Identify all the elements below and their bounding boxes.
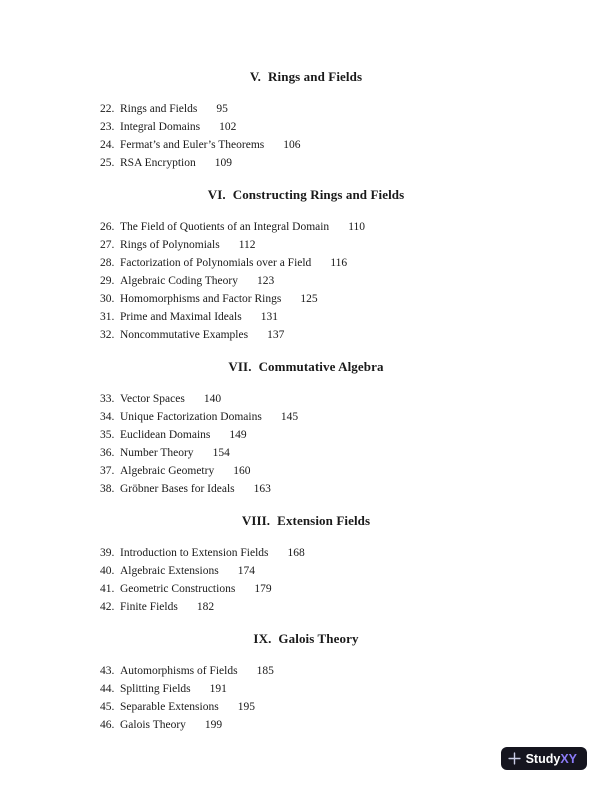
chapter-page-number: 110 — [348, 221, 366, 233]
chapter-number: 39. — [100, 547, 115, 559]
chapter-title: Rings and Fields — [120, 103, 198, 115]
toc-entry — [0, 218, 612, 236]
toc-entry — [0, 462, 612, 480]
chapter-page-number: 109 — [214, 157, 232, 169]
section-numeral: VII. — [228, 359, 252, 374]
section-title: Extension Fields — [277, 513, 371, 528]
section-heading — [0, 512, 612, 530]
chapter-title: Noncommutative Examples — [120, 329, 249, 341]
chapter-title: Algebraic Geometry — [120, 465, 215, 477]
section-title: Constructing Rings and Fields — [232, 187, 405, 202]
chapter-number: 36. — [100, 447, 115, 459]
section-numeral: IX. — [253, 631, 272, 646]
brand-text-primary: Study — [525, 751, 561, 766]
chapter-title: Rings of Polynomials — [120, 239, 220, 251]
chapter-title: Unique Factorization Domains — [120, 411, 262, 423]
toc-entry — [0, 698, 612, 716]
toc-entry — [0, 326, 612, 344]
chapter-title: Algebraic Coding Theory — [120, 275, 238, 287]
toc-entry — [0, 716, 612, 734]
brand-text — [526, 752, 577, 766]
chapter-page-number: 191 — [209, 683, 227, 695]
chapter-title: Automorphisms of Fields — [120, 665, 238, 677]
chapter-title: Factorization of Polynomials over a Field — [120, 257, 312, 269]
chapter-title: Gröbner Bases for Ideals — [120, 483, 235, 495]
chapter-title: Algebraic Extensions — [120, 565, 219, 577]
section-numeral: V. — [249, 69, 262, 84]
chapter-number: 35. — [100, 429, 115, 441]
chapter-title: Geometric Constructions — [120, 583, 236, 595]
chapter-page-number: 163 — [253, 483, 271, 495]
chapter-title: Introduction to Extension Fields — [120, 547, 269, 559]
chapter-title: Finite Fields — [120, 601, 178, 613]
section-heading — [0, 186, 612, 204]
toc-entry — [0, 680, 612, 698]
section-item-list — [0, 218, 612, 344]
chapter-number: 38. — [100, 483, 115, 495]
chapter-number: 25. — [100, 157, 115, 169]
toc-entry — [0, 426, 612, 444]
chapter-number: 30. — [100, 293, 115, 305]
toc-entry — [0, 154, 612, 172]
chapter-number: 41. — [100, 583, 115, 595]
toc-entry — [0, 118, 612, 136]
chapter-title: The Field of Quotients of an Integral Domain — [120, 221, 330, 233]
chapter-page-number: 154 — [212, 447, 230, 459]
section-numeral: VIII. — [241, 513, 271, 528]
section-item-list — [0, 100, 612, 172]
chapter-number: 37. — [100, 465, 115, 477]
chapter-page-number: 160 — [233, 465, 251, 477]
toc-entry — [0, 408, 612, 426]
chapter-number: 23. — [100, 121, 115, 133]
section-title: Rings and Fields — [268, 69, 363, 84]
toc-entry — [0, 544, 612, 562]
chapter-number: 31. — [100, 311, 115, 323]
section-title: Galois Theory — [278, 631, 359, 646]
chapter-number: 26. — [100, 221, 115, 233]
toc-entry — [0, 598, 612, 616]
chapter-title: Galois Theory — [120, 719, 186, 731]
chapter-number: 45. — [100, 701, 115, 713]
chapter-title: Vector Spaces — [120, 393, 185, 405]
toc-section — [0, 68, 612, 172]
section-numeral: VI. — [207, 187, 226, 202]
chapter-page-number: 137 — [267, 329, 285, 341]
chapter-page-number: 149 — [229, 429, 247, 441]
chapter-title: Separable Extensions — [120, 701, 219, 713]
chapter-title: Splitting Fields — [120, 683, 191, 695]
toc-entry — [0, 480, 612, 498]
toc-entry — [0, 290, 612, 308]
chapter-page-number: 145 — [280, 411, 299, 423]
chapter-number: 22. — [100, 103, 115, 115]
chapter-page-number: 174 — [237, 565, 255, 577]
chapter-title: RSA Encryption — [120, 157, 196, 169]
toc-entry — [0, 100, 612, 118]
chapter-page-number: 123 — [256, 275, 275, 287]
toc-entry — [0, 390, 612, 408]
chapter-page-number: 185 — [256, 665, 274, 677]
chapter-page-number: 168 — [287, 547, 305, 559]
chapter-title: Homomorphisms and Factor Rings — [120, 293, 282, 305]
chapter-number: 46. — [100, 719, 115, 731]
chapter-page-number: 140 — [203, 393, 222, 405]
chapter-title: Prime and Maximal Ideals — [120, 311, 242, 323]
chapter-title: Number Theory — [120, 447, 194, 459]
chapter-number: 32. — [100, 329, 115, 341]
chapter-number: 24. — [100, 139, 115, 151]
chapter-page-number: 95 — [216, 103, 228, 115]
plus-icon — [508, 752, 521, 765]
chapter-page-number: 131 — [260, 311, 278, 323]
section-item-list — [0, 662, 612, 734]
toc-entry — [0, 444, 612, 462]
chapter-page-number: 179 — [254, 583, 272, 595]
toc-entry — [0, 236, 612, 254]
chapter-page-number: 199 — [204, 719, 223, 731]
toc-entry — [0, 136, 612, 154]
chapter-title: Fermat’s and Euler’s Theorems — [120, 139, 265, 151]
toc-entry — [0, 254, 612, 272]
chapter-page-number: 112 — [238, 239, 256, 251]
chapter-page-number: 102 — [219, 121, 237, 133]
toc-section — [0, 186, 612, 344]
chapter-page-number: 182 — [196, 601, 215, 613]
section-heading — [0, 68, 612, 86]
toc-section — [0, 512, 612, 616]
chapter-number: 28. — [100, 257, 115, 269]
chapter-page-number: 106 — [283, 139, 301, 151]
chapter-page-number: 116 — [330, 257, 348, 269]
section-item-list — [0, 544, 612, 616]
toc-entry — [0, 562, 612, 580]
chapter-title: Euclidean Domains — [120, 429, 211, 441]
section-item-list — [0, 390, 612, 498]
chapter-number: 33. — [100, 393, 115, 405]
chapter-number: 44. — [100, 683, 115, 695]
section-title: Commutative Algebra — [258, 359, 384, 374]
toc-section — [0, 630, 612, 734]
toc-entry — [0, 308, 612, 326]
chapter-number: 27. — [100, 239, 115, 251]
studyxy-badge — [501, 747, 587, 770]
brand-text-accent: XY — [560, 751, 577, 766]
section-heading — [0, 630, 612, 648]
chapter-page-number: 195 — [237, 701, 255, 713]
toc-section — [0, 358, 612, 498]
toc-entry — [0, 662, 612, 680]
chapter-number: 40. — [100, 565, 115, 577]
chapter-number: 34. — [100, 411, 115, 423]
chapter-page-number: 125 — [300, 293, 318, 305]
chapter-number: 29. — [100, 275, 115, 287]
section-heading — [0, 358, 612, 376]
toc-entry — [0, 580, 612, 598]
chapter-title: Integral Domains — [120, 121, 201, 133]
chapter-number: 43. — [100, 665, 115, 677]
toc-entry — [0, 272, 612, 290]
chapter-number: 42. — [100, 601, 115, 613]
